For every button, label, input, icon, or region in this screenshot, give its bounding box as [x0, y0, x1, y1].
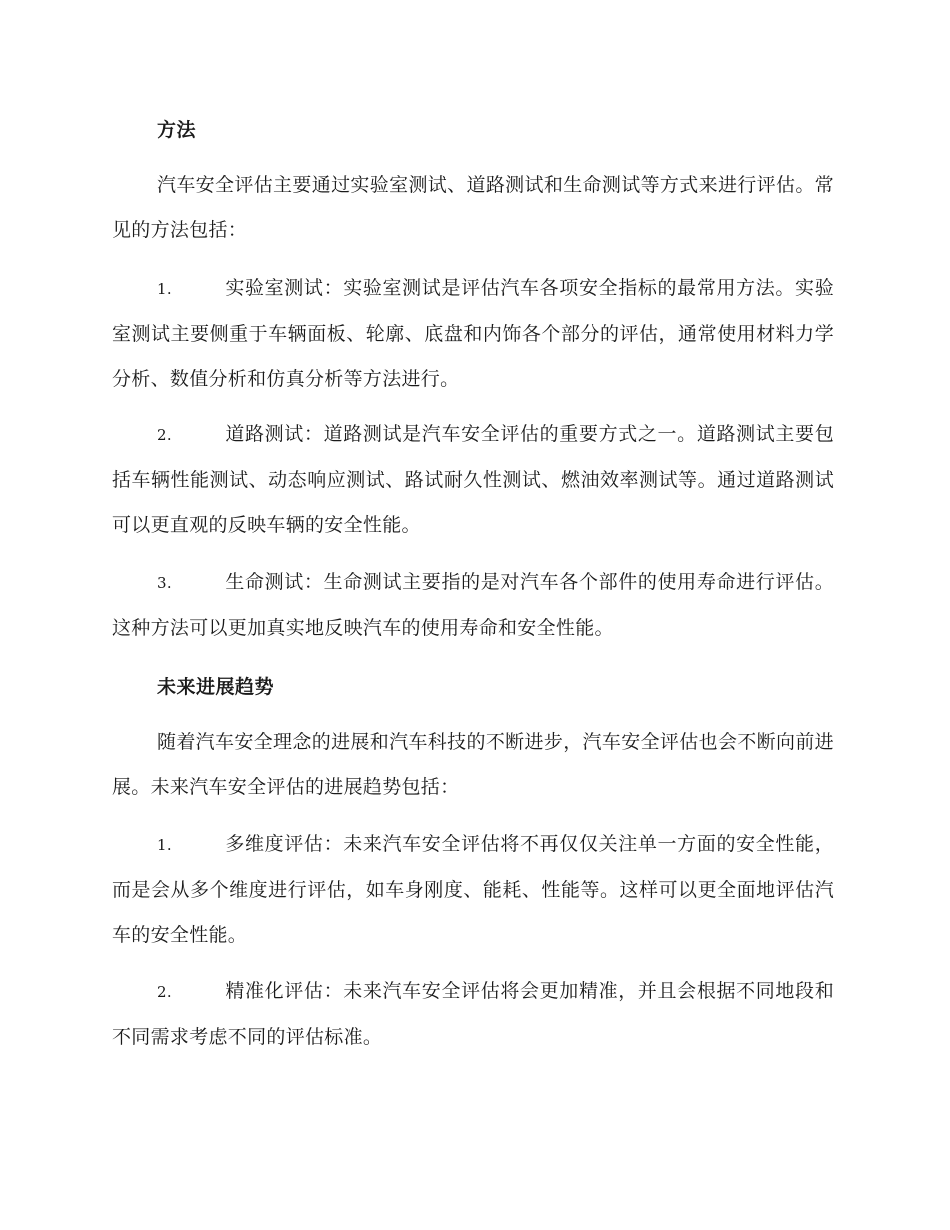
list-number: 3.	[157, 574, 172, 592]
methods-list-item-1	[112, 266, 834, 402]
list-number: 1.	[157, 836, 172, 854]
list-item-text: 实验室测试：实验室测试是评估汽车各项安全指标的最常用方法。实验室测试主要侧重于车辆面板、轮廓、底盘和内饰各个部分的评估，通常使用材料力学分析、数值分析和仿真分析等方法进行。	[112, 277, 834, 390]
section-heading-future-trends: 未来进展趋势	[157, 676, 275, 698]
future-list-item-2	[112, 969, 834, 1060]
list-number: 1.	[157, 280, 172, 298]
methods-list-item-3	[112, 560, 834, 651]
list-item-text: 多维度评估：未来汽车安全评估将不再仅仅关注单一方面的安全性能，而是会从多个维度进行评估，如车身刚度、能耗、性能等。这样可以更全面地评估汽车的安全性能。	[112, 833, 834, 946]
list-item-text: 精准化评估：未来汽车安全评估将会更加精准，并且会根据不同地段和不同需求考虑不同的评估标准。	[112, 980, 834, 1048]
methods-list-item-2	[112, 412, 834, 548]
list-item-text: 生命测试：生命测试主要指的是对汽车各个部件的使用寿命进行评估。这种方法可以更加真实地反映汽车的使用寿命和安全性能。	[112, 571, 834, 639]
future-list-item-1	[112, 822, 834, 958]
list-number: 2.	[157, 426, 172, 444]
methods-intro-paragraph: 汽车安全评估主要通过实验室测试、道路测试和生命测试等方式来进行评估。常见的方法包括：	[112, 174, 834, 241]
section-heading-methods: 方法	[157, 119, 197, 141]
future-intro-paragraph: 随着汽车安全理念的进展和汽车科技的不断进步，汽车安全评估也会不断向前进展。未来汽车安全评估的进展趋势包括：	[112, 731, 834, 798]
list-item-text: 道路测试：道路测试是汽车安全评估的重要方式之一。道路测试主要包括车辆性能测试、动态响应测试、路试耐久性测试、燃油效率测试等。通过道路测试可以更直观的反映车辆的安全性能。	[112, 423, 834, 536]
list-number: 2.	[157, 983, 172, 1001]
